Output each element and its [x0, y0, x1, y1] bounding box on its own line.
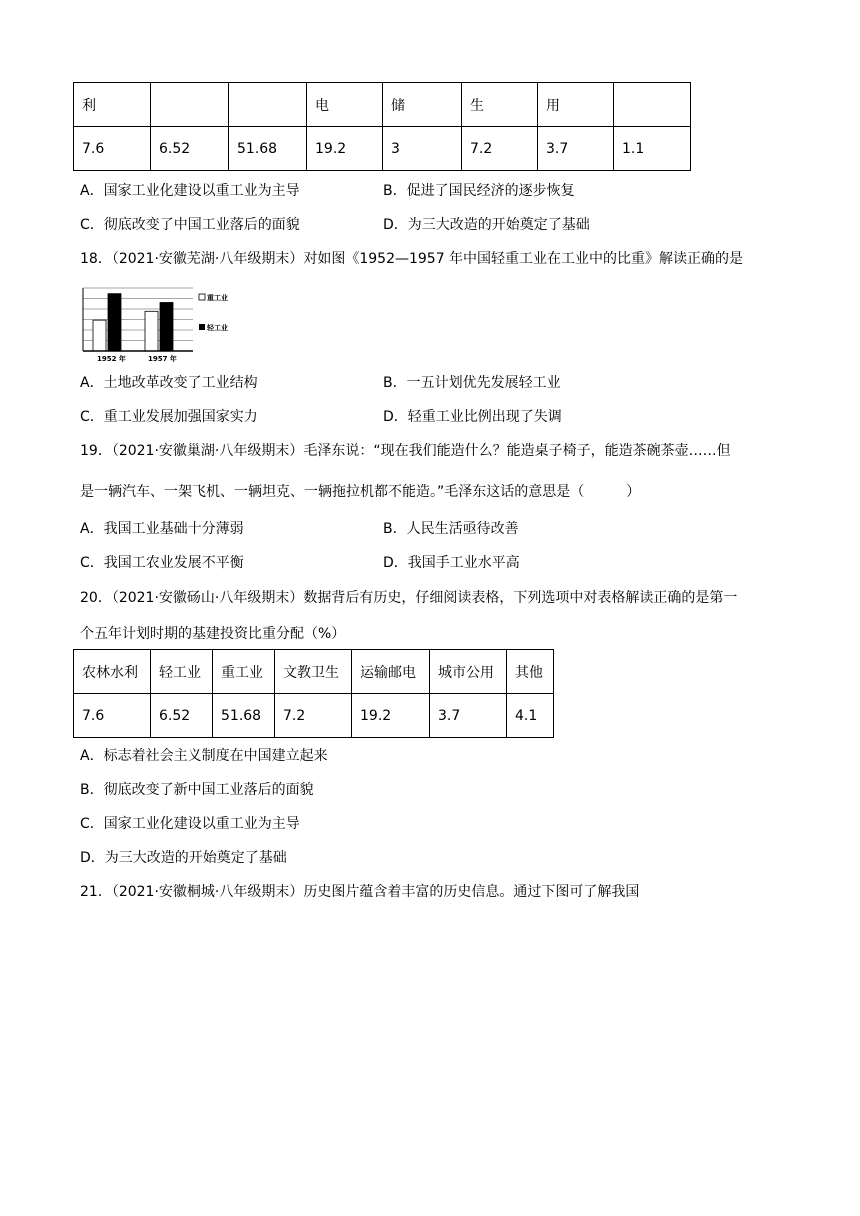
- table-cell: 3: [383, 127, 462, 171]
- table-header-cell: 重工业: [213, 650, 275, 694]
- table-cell: 51.68: [229, 127, 307, 171]
- q17-option-a: A．国家工业化建设以重工业为主导: [80, 183, 300, 199]
- table-row: [74, 127, 691, 171]
- q20-investment-table: [73, 649, 554, 738]
- q20-option-b: B．彻底改变了新中国工业落后的面貌: [80, 782, 314, 798]
- table-cell: [229, 83, 307, 127]
- bar-light-0: [108, 294, 121, 351]
- tick-1952: 1952 年: [97, 355, 126, 363]
- q20-option-d: D．为三大改造的开始奠定了基础: [80, 850, 287, 866]
- table-cell: 3.7: [430, 694, 507, 738]
- table-cell: 19.2: [307, 127, 383, 171]
- table-header-cell: 轻工业: [151, 650, 213, 694]
- table-header-cell: 农林水利: [74, 650, 151, 694]
- table-header-cell: 运输邮电: [352, 650, 430, 694]
- q17-option-b: B．促进了国民经济的逐步恢复: [383, 183, 575, 199]
- q20-option-c: C．国家工业化建设以重工业为主导: [80, 816, 300, 832]
- table-cell: 6.52: [151, 694, 213, 738]
- q18-option-a: A．土地改革改变了工业结构: [80, 375, 258, 391]
- q19-option-b: B．人民生活亟待改善: [383, 521, 519, 537]
- legend-light-swatch: [199, 324, 205, 330]
- table-cell: 储: [383, 83, 462, 127]
- table-cell: [151, 83, 229, 127]
- q20-stem-line1: 20．（2021·安徽砀山·八年级期末）数据背后有历史，仔细阅读表格，下列选项中对表格解读正确的是第一: [80, 590, 738, 606]
- q18-option-c: C．重工业发展加强国家实力: [80, 409, 258, 425]
- top-data-table: [73, 82, 691, 171]
- q18-option-d: D．轻重工业比例出现了失调: [383, 409, 562, 425]
- table-header-cell: 文教卫生: [275, 650, 352, 694]
- table-cell: 51.68: [213, 694, 275, 738]
- q19-option-d: D．我国手工业水平高: [383, 555, 520, 571]
- table-row: [74, 694, 554, 738]
- q19-stem-line1: 19．（2021·安徽巢湖·八年级期末）毛泽东说：“现在我们能造什么？能造桌子椅子，能造茶碗茶壶……但: [80, 443, 731, 459]
- table-cell: 7.2: [462, 127, 538, 171]
- table-cell: 电: [307, 83, 383, 127]
- q18-chart-svg: [79, 280, 254, 365]
- table-cell: 1.1: [614, 127, 691, 171]
- table-cell: 生: [462, 83, 538, 127]
- q19-option-a: A．我国工业基础十分薄弱: [80, 521, 244, 537]
- bar-heavy-1: [145, 311, 158, 351]
- table-cell: 3.7: [538, 127, 614, 171]
- legend-heavy-label: 重工业: [207, 294, 228, 302]
- q19-option-c: C．我国工农业发展不平衡: [80, 555, 244, 571]
- table-cell: 用: [538, 83, 614, 127]
- table-header-cell: 其他: [507, 650, 554, 694]
- q17-option-d: D．为三大改造的开始奠定了基础: [383, 217, 590, 233]
- table-cell: 6.52: [151, 127, 229, 171]
- table-header-cell: 城市公用: [430, 650, 507, 694]
- bar-light-1: [160, 302, 173, 351]
- legend-heavy-swatch: [199, 294, 205, 300]
- q20-stem-line2: 个五年计划时期的基建投资比重分配（%）: [80, 626, 346, 642]
- table-cell: [614, 83, 691, 127]
- q17-option-c: C．彻底改变了中国工业落后的面貌: [80, 217, 300, 233]
- q21-stem: 21．（2021·安徽桐城·八年级期末）历史图片蕴含着丰富的历史信息。通过下图可了解我国: [80, 884, 640, 900]
- tick-1957: 1957 年: [148, 355, 177, 363]
- q20-option-a: A．标志着社会主义制度在中国建立起来: [80, 748, 328, 764]
- q18-chart: [79, 280, 254, 365]
- table-header-row: [74, 650, 554, 694]
- bar-heavy-0: [93, 320, 106, 351]
- table-cell: 4.1: [507, 694, 554, 738]
- table-cell: 7.6: [74, 694, 151, 738]
- table-cell: 7.6: [74, 127, 151, 171]
- q19-stem-line2: 是一辆汽车、一架飞机、一辆坦克、一辆拖拉机都不能造。”毛泽东这话的意思是（ ）: [80, 484, 641, 500]
- q18-option-b: B．一五计划优先发展轻工业: [383, 375, 561, 391]
- q18-stem: 18．（2021·安徽芜湖·八年级期末）对如图《1952—1957 年中国轻重工业在工业中的比重》解读正确的是: [80, 251, 744, 267]
- table-cell: 19.2: [352, 694, 430, 738]
- table-cell: 7.2: [275, 694, 352, 738]
- table-row: [74, 83, 691, 127]
- legend-light-label: 轻工业: [207, 324, 228, 332]
- table-cell: 利: [74, 83, 151, 127]
